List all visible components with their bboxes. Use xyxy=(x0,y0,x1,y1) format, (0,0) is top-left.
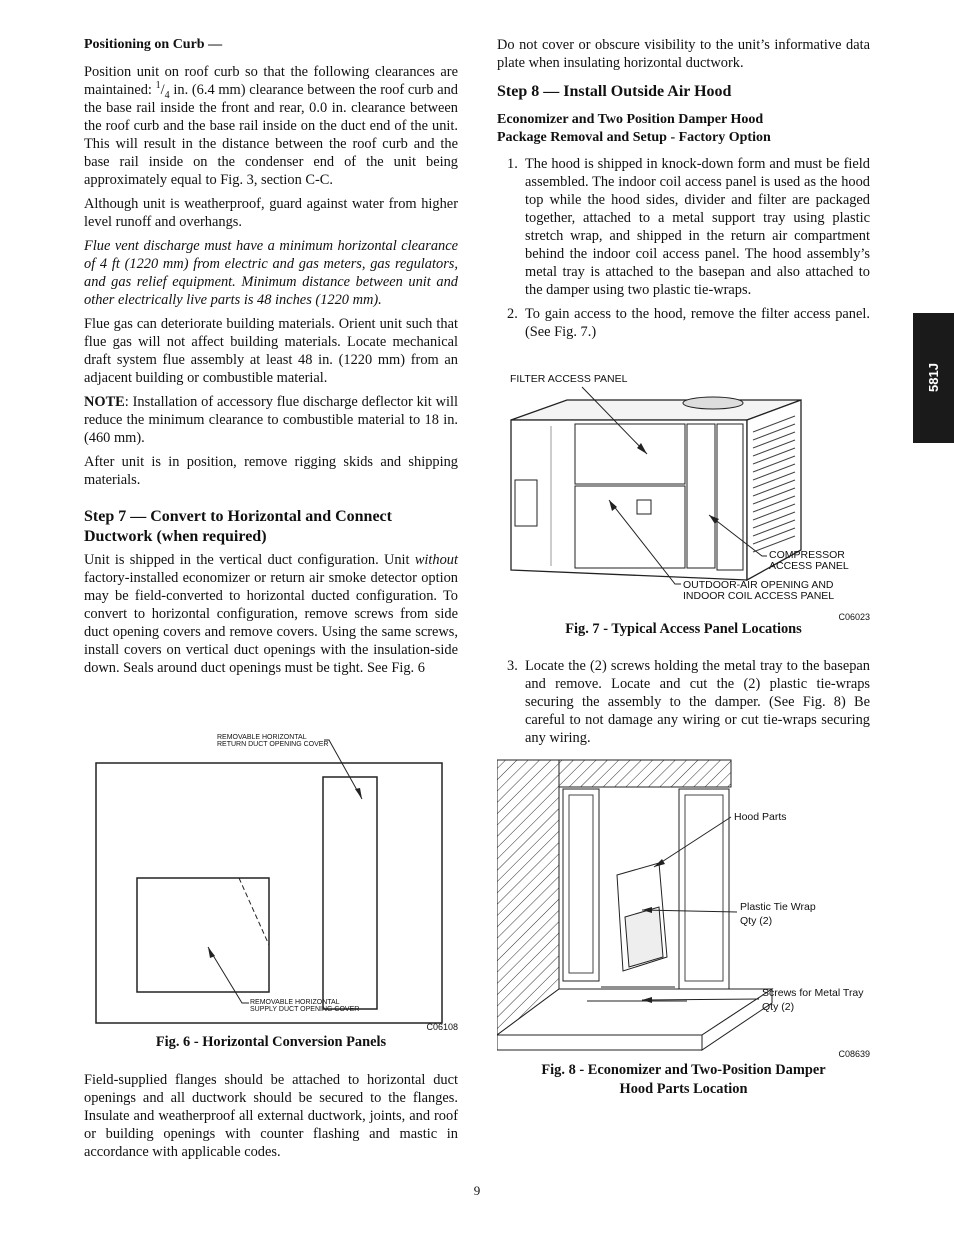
hood-subheading-1: Economizer and Two Position Damper Hood xyxy=(497,112,764,127)
fig8-code: C08639 xyxy=(838,1049,870,1059)
side-tab xyxy=(913,313,954,443)
fig6-drawing xyxy=(84,733,458,1033)
step8-heading: Step 8 — Install Outside Air Hood xyxy=(497,83,732,100)
curb-paragraph-4: Flue gas can deteriorate building materials. Orient unit such that flue gas will not affect building materials. Locate mechanical draft system flue assembly at least 48 in. (1220 mm) from an adjacent building or combustible material. xyxy=(84,316,458,386)
fig7-unit-front xyxy=(511,420,747,580)
fig6-caption: Fig. 6 - Horizontal Conversion Panels xyxy=(155,1034,387,1050)
curb-paragraph-5: After unit is in position, remove rigging skids and shipping materials. xyxy=(84,454,458,488)
left-column xyxy=(84,36,458,677)
flue-warning: Flue vent discharge must have a minimum horizontal clearance of 4 ft (1220 mm) from electric and gas meters, gas regulators, and gas relief equipment. Minimum distance between unit and other electrically live parts is 48 inches (1220 mm). xyxy=(84,238,458,308)
fig6-supply-label: REMOVABLE HORIZONTAL SUPPLY DUCT OPENING COVER xyxy=(250,999,360,1013)
step7-heading: Step 7 — Convert to Horizontal and Connect Ductwork (when required) xyxy=(84,508,392,545)
curb-heading: Positioning on Curb — xyxy=(84,37,223,52)
fig7-code: C06023 xyxy=(838,612,870,622)
fig8-right-frame xyxy=(679,789,729,989)
curb-paragraph-1: Position unit on roof curb so that the following clearances are maintained: $^1/_4$ in. (6.4 mm) clearance between the roof curb and the base rail inside the front and rear, 0.0 in. clearance between the roof curb and the base rail inside on the duct end of the unit. This will result in the distance between the roof curb and the base rail inside on the condenser end of the unit being approximately equal to Fig. 3, section C-C. xyxy=(84,64,458,188)
fig7-compressor-label: COMPRESSOR ACCESS PANEL xyxy=(769,549,849,572)
list-item: 3. Locate the (2) screws holding the metal tray to the basepan and remove. Locate and cut the (2) plastic tie-wraps securing the assembly to the damper. (See Fig. 8) Be careful to not damage any wiring or cut tie-wraps securing any wiring. xyxy=(507,658,870,746)
fig7 xyxy=(497,370,870,622)
curb-paragraph-2: Although unit is weatherproof, guard against water from higher level runoff and overhangs. xyxy=(84,196,458,230)
fig6 xyxy=(84,733,458,1033)
fig6-supply-cover xyxy=(137,878,269,992)
right-column xyxy=(497,36,870,347)
list-item: 1. The hood is shipped in knock-down form and must be field assembled. The indoor coil access panel is used as the hood top while the hood sides, divider and filter are packaged together, attached to a metal support tray using plastic stretch wrap, and shipped in the return air compartment behind the indoor coil access panel. The hood assembly’s metal tray is attached to the basepan and also attached to the damper using two plastic tie-wraps. xyxy=(507,156,870,298)
fig8-screw-label: Screws for Metal Tray Qty (2) xyxy=(762,987,864,1013)
fig6-return-label: REMOVABLE HORIZONTAL RETURN DUCT OPENING COVER xyxy=(217,734,329,748)
page-number: 9 xyxy=(473,1183,481,1198)
fig8-left-frame xyxy=(563,789,599,981)
fig8-caption: Fig. 8 - Economizer and Two-Position Damper Hood Parts Location xyxy=(541,1062,826,1097)
step8-list-continued xyxy=(497,657,870,753)
hood-subheading-2: Package Removal and Setup - Factory Option xyxy=(497,130,771,145)
fig8 xyxy=(497,757,870,1059)
fig7-filter-label: FILTER ACCESS PANEL xyxy=(510,373,628,385)
intro-paragraph: Do not cover or obscure visibility to the unit’s informative data plate when insulating horizontal ductwork. xyxy=(497,37,870,71)
side-tab-label: 581J xyxy=(926,363,941,393)
fig8-hood-label: Hood Parts xyxy=(734,811,787,823)
list-item: 2. To gain access to the hood, remove the filter access panel. (See Fig. 7.) xyxy=(507,306,870,340)
fig6-code: C06108 xyxy=(426,1022,458,1032)
step7-paragraph-1: Unit is shipped in the vertical duct configuration. Unit without factory-installed economizer or return air smoke detector option may be field-converted to horizontal ducted configuration. To convert to horizontal configuration, remove screws from side duct opening covers and remove covers. Using the same screws, install covers on vertical duct openings with the insulation-side down. Seals around duct openings must be tight. See Fig. 6 xyxy=(84,552,458,676)
fig8-hatched-wall xyxy=(497,760,559,1035)
note-paragraph: NOTE: Installation of accessory flue discharge deflector kit will reduce the minimum clearance to combustible material to 18 in. (460 mm). xyxy=(84,394,458,446)
fig7-oa-label: OUTDOOR-AIR OPENING AND INDOOR COIL ACCESS PANEL xyxy=(683,579,835,602)
step8-list xyxy=(497,155,870,341)
fig8-tie-label: Plastic Tie Wrap Qty (2) xyxy=(740,901,816,927)
fig7-caption: Fig. 7 - Typical Access Panel Locations xyxy=(565,621,802,637)
step7-paragraph-2: Field-supplied flanges should be attached to horizontal duct openings and all ductwork should be secured to the flanges. Insulate and weatherproof all external ductwork, joints, and roof or building openings with counter flashing and mastic in accordance with applicable codes. xyxy=(84,1072,458,1160)
fig6-return-cover xyxy=(323,777,377,1009)
